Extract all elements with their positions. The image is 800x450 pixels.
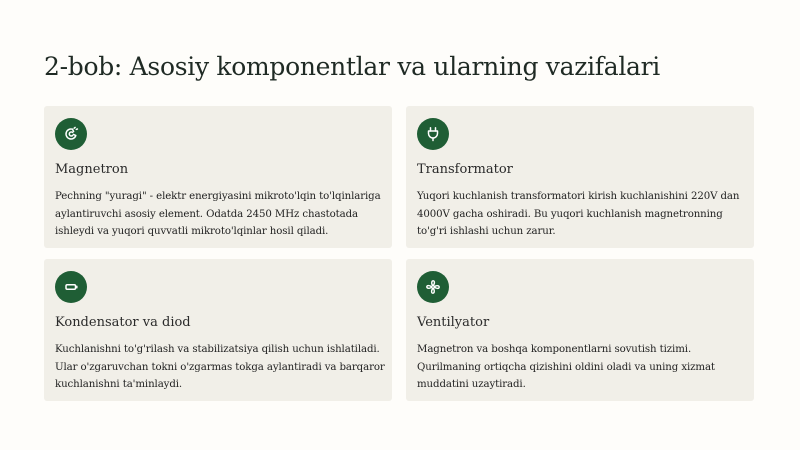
plug-icon [417,118,449,150]
page-title: 2-bob: Asosiy komponentlar va ularning vazifalari [44,52,660,81]
card-title: Transformator [417,162,513,177]
card-title: Magnetron [55,162,129,177]
component-card-transformator [406,106,754,248]
magnet-icon [55,118,87,150]
component-card-magnetron [44,106,392,248]
card-description: Pechning "yuragi" - elektr energiyasini mikroto'lqin to'lqinlariga aylantiruvchi asosiy element. Odatda 2450 MHz chastotada ishleydi va yuqori quvvatli mikroto'lqinlar hosil qiladi. [55,191,381,238]
component-card-kondensator [44,259,392,401]
card-description: Kuchlanishni to'g'rilash va stabilizatsiya qilish uchun ishlatiladi. Ular o'zgaruvchan tokni o'zgarmas tokga aylantiradi va barqaror kuchlanishni ta'minlaydi. [55,344,385,391]
fan-icon [417,271,449,303]
card-title: Ventilyator [417,315,490,330]
card-description: Yuqori kuchlanish transformatori kirish kuchlanishini 220V dan 4000V gacha oshiradi. Bu yuqori kuchlanish magnetronning to'g'ri ishlashi uchun zarur. [417,191,740,238]
battery-icon [55,271,87,303]
card-title: Kondensator va diod [55,315,191,330]
card-description: Magnetron va boshqa komponentlarni sovutish tizimi. Qurilmaning ortiqcha qizishini oldini oladi va uning xizmat muddatini uzaytiradi. [417,344,715,391]
component-card-ventilyator [406,259,754,401]
